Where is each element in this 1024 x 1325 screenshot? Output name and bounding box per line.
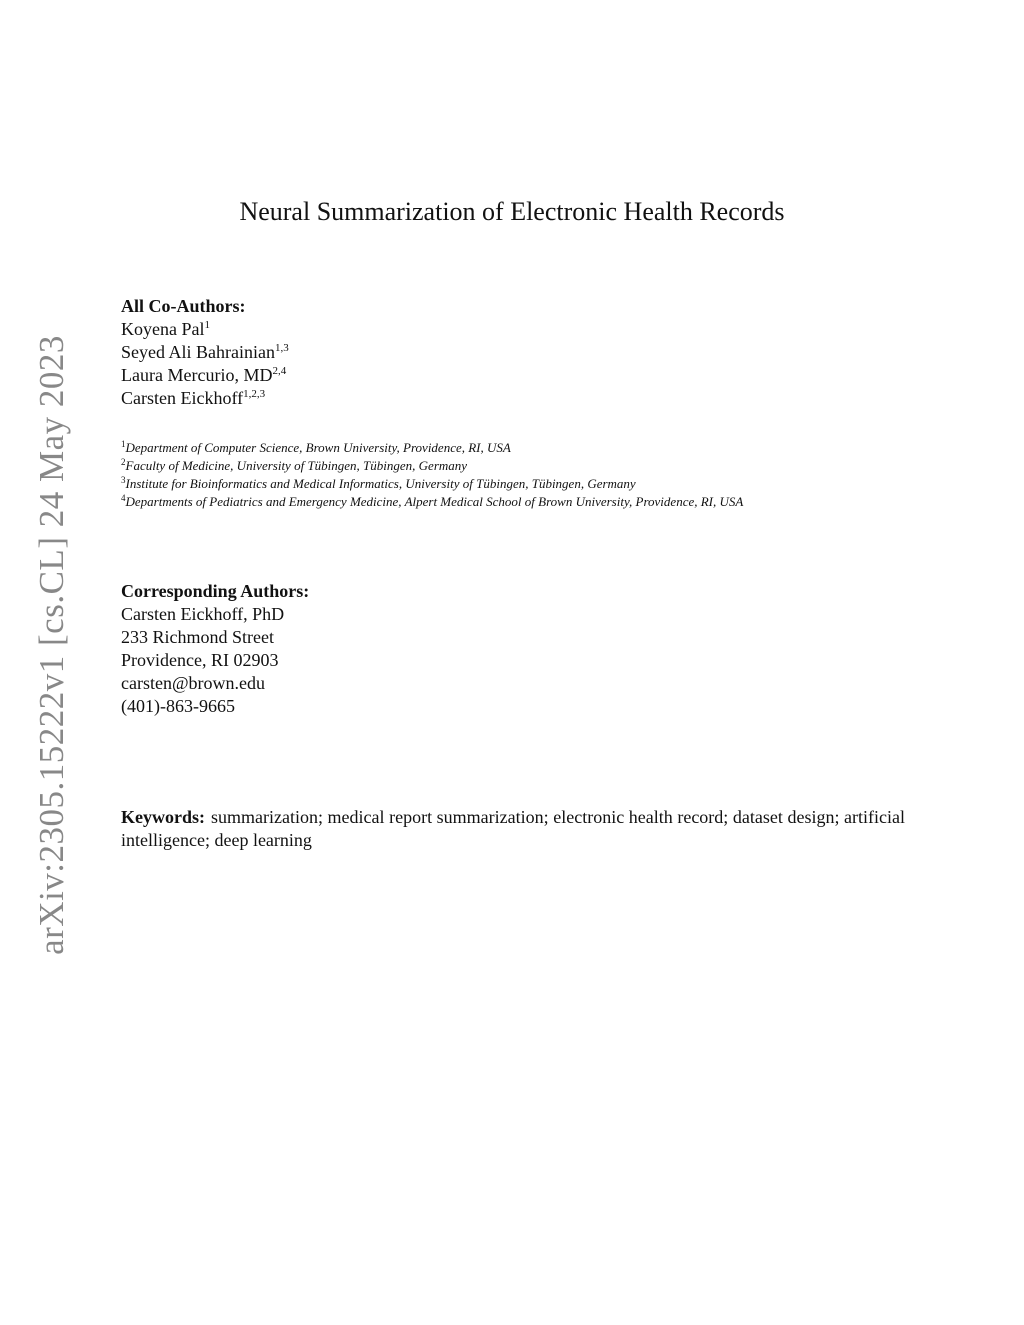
affiliation-text: Institute for Bioinformatics and Medical Informatics, University of Tübingen, Tübingen, Germany [125,476,636,491]
author-line [121,364,289,387]
author-name: Carsten Eickhoff [121,388,244,408]
author-line [121,387,289,410]
affiliation-marker: 4 [121,493,126,503]
author-affiliation-marker: 2,4 [272,365,287,377]
corresponding-city: Providence, RI 02903 [121,650,279,670]
affiliation-item [121,439,743,457]
corresponding-name: Carsten Eickhoff, PhD [121,604,285,624]
author-name: Laura Mercurio, MD [121,365,273,385]
coauthors-heading: All Co-Authors: [121,296,246,316]
affiliations-list [121,439,743,511]
affiliation-text: Department of Computer Science, Brown University, Providence, RI, USA [125,440,511,455]
corresponding-authors-section [121,580,309,718]
affiliation-item [121,475,743,493]
corresponding-heading: Corresponding Authors: [121,581,310,601]
author-affiliation-marker: 1 [204,319,210,331]
author-name: Koyena Pal [121,319,205,339]
author-line [121,318,289,341]
author-affiliation-marker: 1,2,3 [243,388,266,400]
keywords-text: summarization; medical report summarization; electronic health record; dataset design; artificial intelligence; deep learning [121,807,905,850]
affiliation-text: Departments of Pediatrics and Emergency Medicine, Alpert Medical School of Brown University, Providence, RI, USA [125,494,744,509]
paper-title: Neural Summarization of Electronic Health Records [239,197,785,226]
author-name: Seyed Ali Bahrainian [121,342,275,362]
corresponding-phone: (401)-863-9665 [121,696,235,716]
affiliation-marker: 2 [121,457,126,467]
author-line [121,341,289,364]
corresponding-street: 233 Richmond Street [121,627,274,647]
keywords-section [121,806,905,852]
author-affiliation-marker: 1,3 [274,342,289,354]
affiliation-item [121,457,743,475]
arxiv-identifier-stamp: arXiv:2305.15222v1 [cs.CL] 24 May 2023 [32,335,71,955]
coauthors-section [121,295,289,410]
affiliation-item [121,493,743,511]
corresponding-email: carsten@brown.edu [121,673,266,693]
affiliation-marker: 1 [121,439,126,449]
affiliation-marker: 3 [121,475,126,485]
affiliation-text: Faculty of Medicine, University of Tübingen, Tübingen, Germany [125,458,468,473]
keywords-label: Keywords: [121,807,205,827]
